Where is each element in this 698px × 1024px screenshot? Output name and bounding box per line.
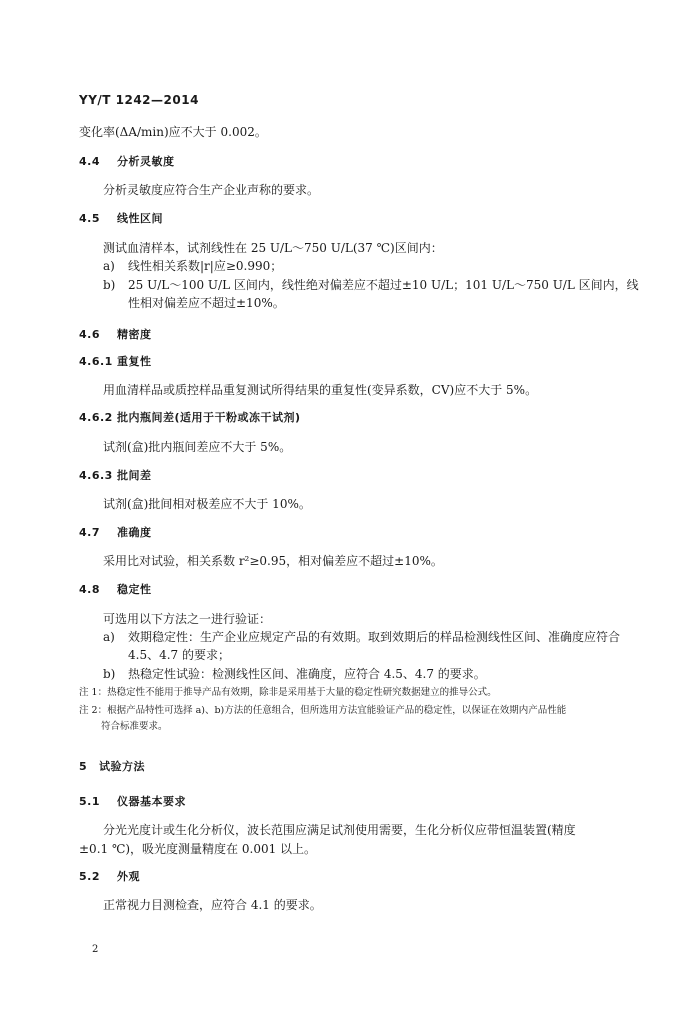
note-2-continuation: 符合标准要求。	[101, 721, 168, 732]
heading-5: 5 试验方法	[79, 760, 145, 773]
page-number: 2	[92, 944, 99, 955]
note-2: 注 2：根据产品特性可选择 a)、b)方法的任意组合，但所选用方法宜能验证产品的稳定性，以保证在效期内产品性能	[79, 705, 567, 716]
para-5-2: 正常视力目测检查，应符合 4.1 的要求。	[103, 898, 322, 912]
para-4-7: 采用比对试验，相关系数 r²≥0.95，相对偏差应不超过±10%。	[103, 554, 443, 568]
intro-line: 变化率(ΔA/min)应不大于 0.002。	[79, 125, 267, 139]
heading-4-7: 4.7 准确度	[79, 526, 152, 539]
heading-4-6-1: 4.6.1 重复性	[79, 355, 152, 368]
heading-4-4: 4.4 分析灵敏度	[79, 155, 175, 168]
para-5-1-line-2: ±0.1 ℃)，吸光度测量精度在 0.001 以上。	[79, 842, 317, 856]
list-item-continuation: 4.5、4.7 的要求；	[128, 648, 230, 662]
heading-4-6-2: 4.6.2 批内瓶间差(适用于干粉或冻干试剂)	[79, 411, 301, 424]
para-5-1-line-1: 分光光度计或生化分析仪，波长范围应满足试剂使用需要，生化分析仪应带恒温装置(精度	[103, 823, 576, 837]
list-item-continuation: 性相对偏差应不超过±10%。	[128, 296, 285, 310]
standard-number: YY/T 1242—2014	[79, 93, 199, 107]
heading-4-6-3: 4.6.3 批间差	[79, 469, 152, 482]
heading-4-6: 4.6 精密度	[79, 328, 152, 341]
note-1: 注 1：热稳定性不能用于推导产品有效期，除非是采用基于大量的稳定性研究数据建立的推导公式。	[79, 687, 497, 698]
para-4-6-1: 用血清样品或质控样品重复测试所得结果的重复性(变异系数，CV)应不大于 5%。	[103, 383, 538, 397]
list-item: b) 热稳定性试验：检测线性区间、准确度，应符合 4.5、4.7 的要求。	[103, 667, 486, 681]
list-item: a) 效期稳定性：生产企业应规定产品的有效期。取到效期后的样品检测线性区间、准确度应符合	[103, 630, 621, 644]
heading-4-5: 4.5 线性区间	[79, 212, 163, 225]
heading-5-2: 5.2 外观	[79, 870, 140, 883]
list-item: b) 25 U/L～100 U/L 区间内，线性绝对偏差应不超过±10 U/L；101 U/L～750 U/L 区间内，线	[103, 278, 639, 292]
list-item: a) 线性相关系数|r|应≥0.990；	[103, 259, 283, 273]
heading-4-8: 4.8 稳定性	[79, 583, 152, 596]
heading-5-1: 5.1 仪器基本要求	[79, 795, 186, 808]
para-4-6-2: 试剂(盒)批内瓶间差应不大于 5%。	[103, 440, 292, 454]
para-4-6-3: 试剂(盒)批间相对极差应不大于 10%。	[103, 497, 311, 511]
para-4-8: 可选用以下方法之一进行验证：	[103, 612, 272, 626]
para-4-4: 分析灵敏度应符合生产企业声称的要求。	[103, 183, 320, 197]
para-4-5: 测试血清样本，试剂线性在 25 U/L～750 U/L(37 ℃)区间内：	[103, 241, 443, 255]
